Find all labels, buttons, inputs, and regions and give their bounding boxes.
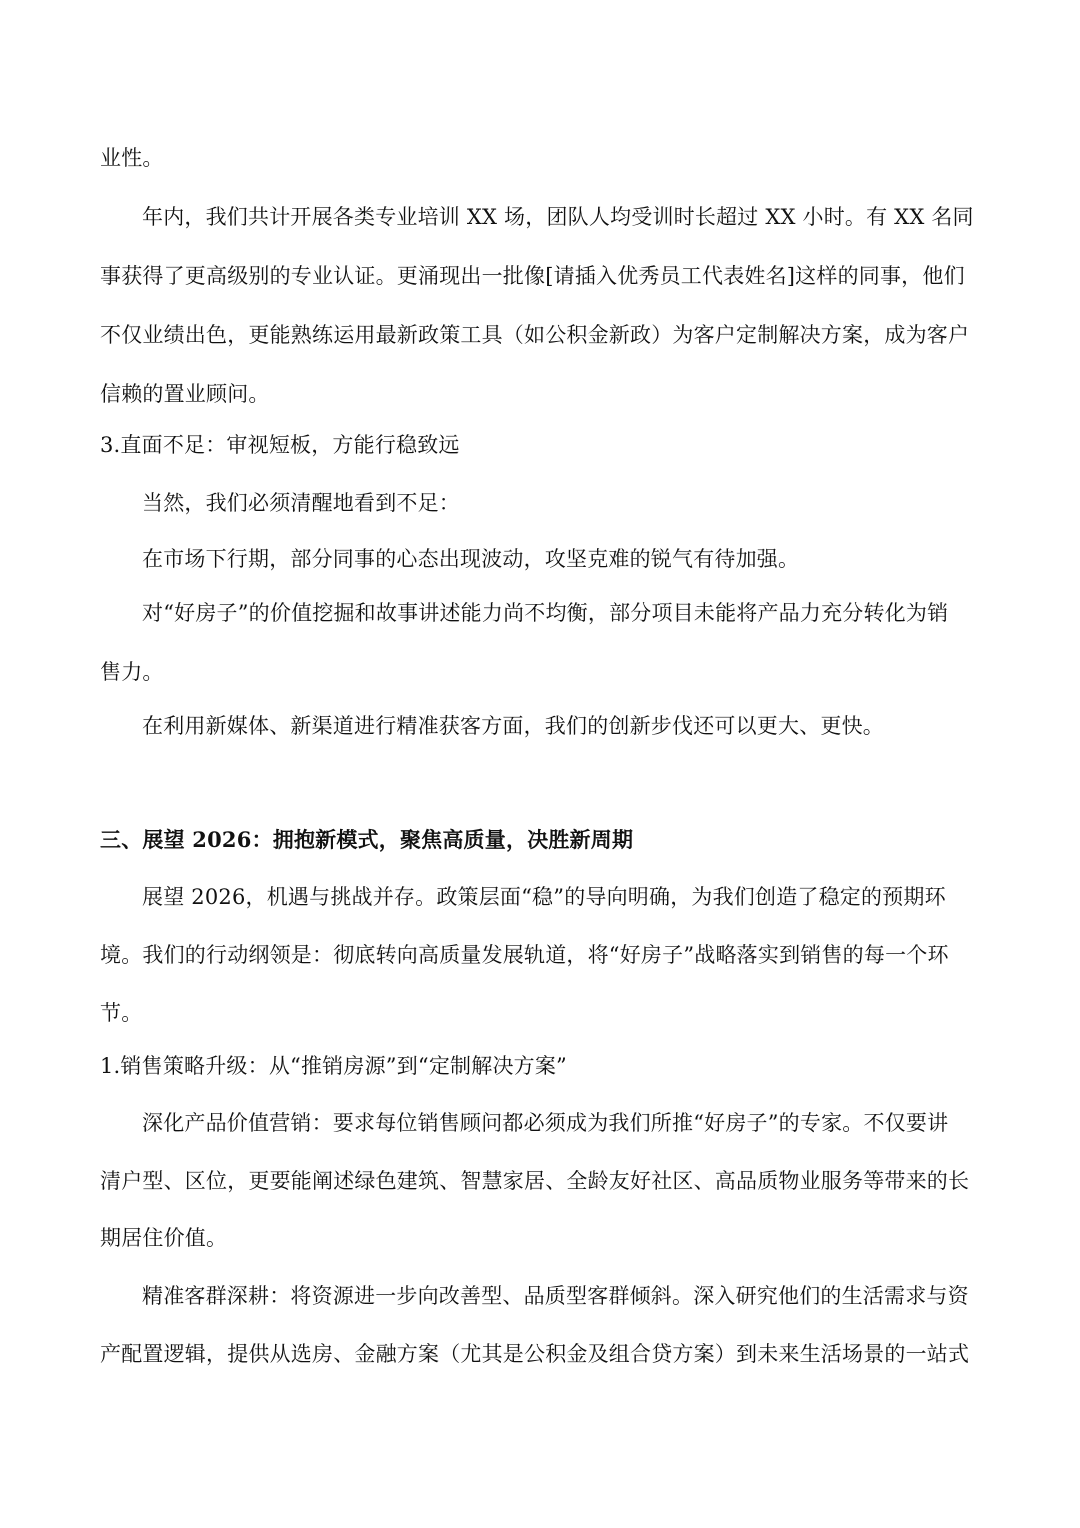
paragraph-line: 当然，我们必须清醒地看到不足： [142, 491, 460, 515]
paragraph-line: 事获得了更高级别的专业认证。更涌现出一批像[请插入优秀员工代表姓名]这样的同事，他们 [100, 264, 965, 288]
subheading: 1.销售策略升级：从“推销房源”到“定制解决方案” [100, 1054, 567, 1078]
paragraph-line: 售力。 [100, 660, 164, 684]
paragraph-line: 在利用新媒体、新渠道进行精准获客方面，我们的创新步伐还可以更大、更快。 [142, 714, 884, 738]
paragraph-line: 境。我们的行动纲领是：彻底转向高质量发展轨道，将“好房子”战略落实到销售的每一个环 [100, 943, 949, 967]
paragraph-line: 年内，我们共计开展各类专业培训 XX 场，团队人均受训时长超过 XX 小时。有 XX 名同 [142, 205, 974, 229]
paragraph-line: 展望 2026，机遇与挑战并存。政策层面“稳”的导向明确，为我们创造了稳定的预期环 [142, 885, 946, 909]
paragraph-line: 深化产品价值营销：要求每位销售顾问都必须成为我们所推“好房子”的专家。不仅要讲 [142, 1111, 949, 1135]
paragraph-line: 对“好房子”的价值挖掘和故事讲述能力尚不均衡，部分项目未能将产品力充分转化为销 [142, 601, 949, 625]
section-heading: 三、展望 2026：拥抱新模式，聚焦高质量，决胜新周期 [100, 827, 634, 852]
paragraph-line: 产配置逻辑，提供从选房、金融方案（尤其是公积金及组合贷方案）到未来生活场景的一站式 [100, 1342, 970, 1366]
paragraph-line: 在市场下行期，部分同事的心态出现波动，攻坚克难的锐气有待加强。 [142, 547, 800, 571]
paragraph-line: 清户型、区位，更要能阐述绿色建筑、智慧家居、全龄友好社区、高品质物业服务等带来的长 [100, 1169, 970, 1193]
paragraph-line: 信赖的置业顾问。 [100, 382, 270, 406]
subheading: 3.直面不足：审视短板，方能行稳致远 [100, 433, 460, 457]
paragraph-line: 节。 [100, 1001, 143, 1025]
paragraph-line: 期居住价值。 [100, 1226, 228, 1250]
paragraph-line: 不仅业绩出色，更能熟练运用最新政策工具（如公积金新政）为客户定制解决方案，成为客户 [100, 323, 970, 347]
paragraph-line: 精准客群深耕：将资源进一步向改善型、品质型客群倾斜。深入研究他们的生活需求与资 [142, 1284, 969, 1308]
text-line: 业性。 [100, 146, 164, 170]
